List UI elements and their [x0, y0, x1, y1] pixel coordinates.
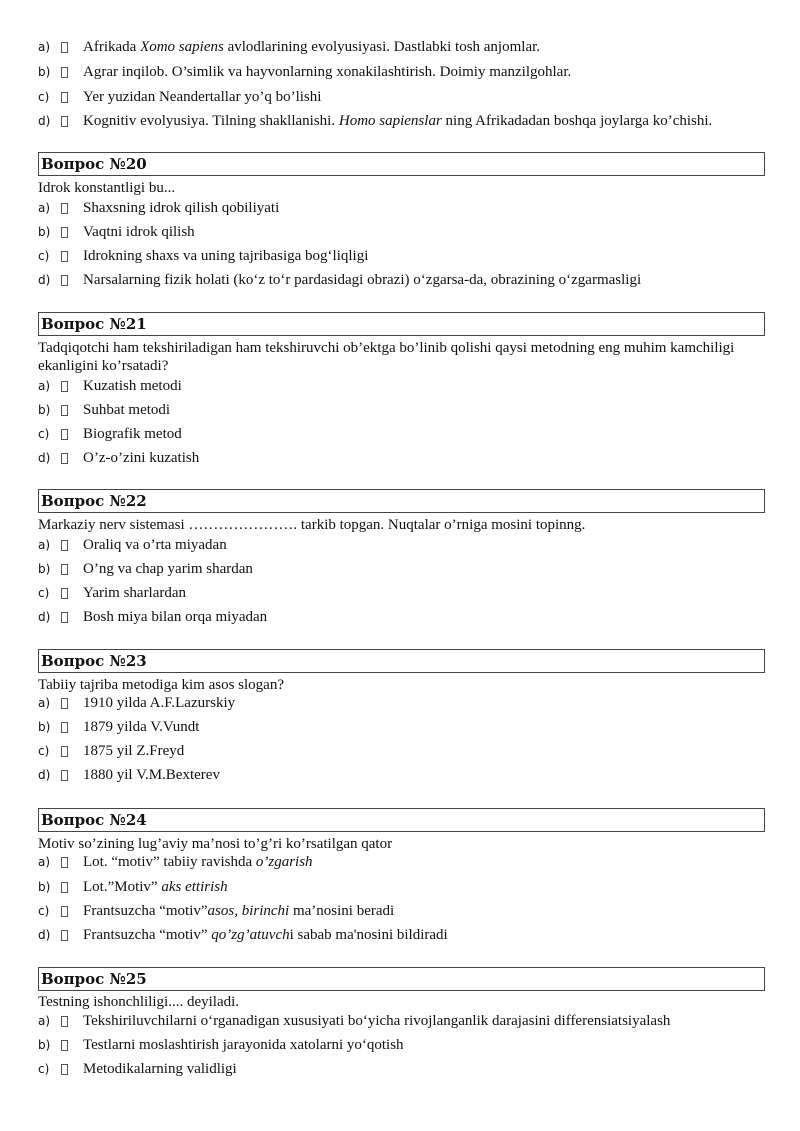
option-letter: a)	[38, 696, 51, 710]
option-letter: d)	[38, 928, 51, 942]
checkbox-icon	[61, 92, 68, 103]
checkbox-icon	[61, 42, 68, 53]
option-text: Idrokning shaxs va uning tajribasiga bog‘liqligi	[83, 247, 369, 264]
question-option	[38, 876, 778, 898]
checkbox-icon	[61, 746, 68, 757]
question-text: Testning ishonchliligi.... deyiladi.	[38, 994, 240, 1010]
option-letter: c)	[38, 427, 50, 441]
q19-option	[38, 61, 778, 83]
option-text: O’z-o’zini kuzatish	[83, 449, 200, 466]
question-header: Вопрос №22	[38, 489, 765, 513]
question-text: Tadqiqotchi ham tekshiriladigan ham tekshiruvchi ob’ektga bo’linib qolishi qaysi metodning eng muhim kamchiligi ekanligini ko’rsatadi?	[38, 340, 735, 374]
option-letter: d)	[38, 610, 51, 624]
option-letter: c)	[38, 1062, 50, 1076]
option-letter: d)	[38, 273, 51, 287]
option-text: 1875 yil Z.Freyd	[83, 742, 185, 759]
question-option	[38, 245, 778, 267]
checkbox-icon	[61, 698, 68, 709]
option-letter: a)	[38, 1014, 51, 1028]
question-option	[38, 924, 778, 946]
option-text: Lot. “motiv” tabiiy ravishda o’zgarish	[83, 853, 313, 870]
option-text: O’ng va chap yarim shardan	[83, 560, 253, 577]
option-letter: b)	[38, 720, 51, 734]
checkbox-icon	[61, 540, 68, 551]
option-text: Tekshiriluvchilarni o‘rganadigan xususiyati bo‘yicha rivojlanganlik darajasini differensiatsiyalash	[83, 1012, 671, 1029]
question-option	[38, 900, 778, 922]
option-text: Kuzatish metodi	[83, 377, 182, 394]
option-letter: d)	[38, 451, 51, 465]
option-letter: c)	[38, 90, 50, 104]
option-text: Bosh miya bilan orqa miyadan	[83, 608, 268, 625]
checkbox-icon	[61, 882, 68, 893]
option-letter: b)	[38, 65, 51, 79]
question-header: Вопрос №23	[38, 649, 765, 673]
checkbox-icon	[61, 381, 68, 392]
option-text: 1880 yil V.M.Bexterev	[83, 766, 220, 783]
option-letter: d)	[38, 114, 51, 128]
option-letter: d)	[38, 768, 51, 782]
option-letter: a)	[38, 201, 51, 215]
question-option	[38, 558, 778, 580]
option-letter: c)	[38, 249, 50, 263]
question-option	[38, 399, 778, 421]
checkbox-icon	[61, 429, 68, 440]
checkbox-icon	[61, 203, 68, 214]
option-text: Yer yuzidan Neandertallar yo’q bo’lishi	[83, 88, 322, 105]
question-option	[38, 423, 778, 445]
question-header: Вопрос №24	[38, 808, 765, 832]
question-option	[38, 447, 778, 469]
question-text: Tabiiy tajriba metodiga kim asos slogan?	[38, 677, 284, 693]
option-letter: b)	[38, 225, 51, 239]
question-option	[38, 716, 778, 738]
checkbox-icon	[61, 564, 68, 575]
checkbox-icon	[61, 251, 68, 262]
option-letter: c)	[38, 904, 50, 918]
question-header: Вопрос №20	[38, 152, 765, 176]
checkbox-icon	[61, 770, 68, 781]
checkbox-icon	[61, 453, 68, 464]
option-letter: b)	[38, 562, 51, 576]
checkbox-icon	[61, 857, 68, 868]
question-option	[38, 269, 778, 291]
checkbox-icon	[61, 612, 68, 623]
option-text: Narsalarning fizik holati (ko‘z to‘r pardasidagi obrazi) o‘zgarsa-da, obrazining o‘zgarmasligi	[83, 271, 642, 288]
question-option	[38, 534, 778, 556]
question-option	[38, 582, 778, 604]
option-text: Suhbat metodi	[83, 401, 171, 418]
question-option	[38, 1010, 778, 1032]
option-letter: b)	[38, 403, 51, 417]
checkbox-icon	[61, 227, 68, 238]
option-text: 1910 yilda A.F.Lazurskiy	[83, 694, 236, 711]
question-option	[38, 197, 778, 219]
checkbox-icon	[61, 1064, 68, 1075]
option-text: Agrar inqilob. O’simlik va hayvonlarning xonakilashtirish. Doimiy manzilgohlar.	[83, 63, 572, 80]
question-option	[38, 764, 778, 786]
question-header: Вопрос №21	[38, 312, 765, 336]
question-header: Вопрос №25	[38, 967, 765, 991]
option-letter: b)	[38, 880, 51, 894]
checkbox-icon	[61, 588, 68, 599]
q19-option	[38, 36, 778, 58]
question-option	[38, 375, 778, 397]
q19-option	[38, 110, 778, 132]
option-text: Kognitiv evolyusiya. Tilning shakllanishi. Homo sapienslar ning Afrikadadan boshqa joylarga ko’chishi.	[83, 112, 713, 129]
question-option	[38, 1058, 778, 1080]
checkbox-icon	[61, 906, 68, 917]
checkbox-icon	[61, 275, 68, 286]
option-text: 1879 yilda V.Vundt	[83, 718, 200, 735]
option-text: Frantsuzcha “motiv” qo’zg’atuvchi sabab ma'nosini bildiradi	[83, 926, 448, 943]
question-option	[38, 1034, 778, 1056]
option-text: Frantsuzcha “motiv”asos, birinchi ma’nosini beradi	[83, 902, 395, 919]
option-text: Afrikada Xomo sapiens avlodlarining evolyusiyasi. Dastlabki tosh anjomlar.	[83, 38, 541, 55]
question-option	[38, 740, 778, 762]
option-text: Oraliq va o’rta miyadan	[83, 536, 227, 553]
option-letter: b)	[38, 1038, 51, 1052]
checkbox-icon	[61, 1016, 68, 1027]
option-letter: a)	[38, 538, 51, 552]
option-text: Vaqtni idrok qilish	[83, 223, 195, 240]
checkbox-icon	[61, 930, 68, 941]
checkbox-icon	[61, 405, 68, 416]
option-letter: a)	[38, 855, 51, 869]
checkbox-icon	[61, 1040, 68, 1051]
checkbox-icon	[61, 67, 68, 78]
question-text: Idrok konstantligi bu...	[38, 180, 176, 196]
checkbox-icon	[61, 116, 68, 127]
option-text: Biografik metod	[83, 425, 182, 442]
question-option	[38, 606, 778, 628]
question-option	[38, 221, 778, 243]
option-letter: a)	[38, 379, 51, 393]
question-option	[38, 692, 778, 714]
q19-option	[38, 86, 778, 108]
option-text: Yarim sharlardan	[83, 584, 187, 601]
question-option	[38, 851, 778, 873]
option-text: Testlarni moslashtirish jarayonida xatolarni yo‘qotish	[83, 1036, 404, 1053]
option-letter: c)	[38, 744, 50, 758]
option-letter: c)	[38, 586, 50, 600]
question-text: Markaziy nerv sistemasi …………………. tarkib topgan. Nuqtalar o’rniga mosini topinng.	[38, 517, 586, 533]
option-letter: a)	[38, 40, 51, 54]
option-text: Metodikalarning validligi	[83, 1060, 237, 1077]
checkbox-icon	[61, 722, 68, 733]
question-text: Motiv so’zining lug’aviy ma’nosi to’g’ri ko’rsatilgan qator	[38, 836, 393, 852]
option-text: Shaxsning idrok qilish qobiliyati	[83, 199, 280, 216]
option-text: Lot.”Motiv” aks ettirish	[83, 878, 228, 895]
